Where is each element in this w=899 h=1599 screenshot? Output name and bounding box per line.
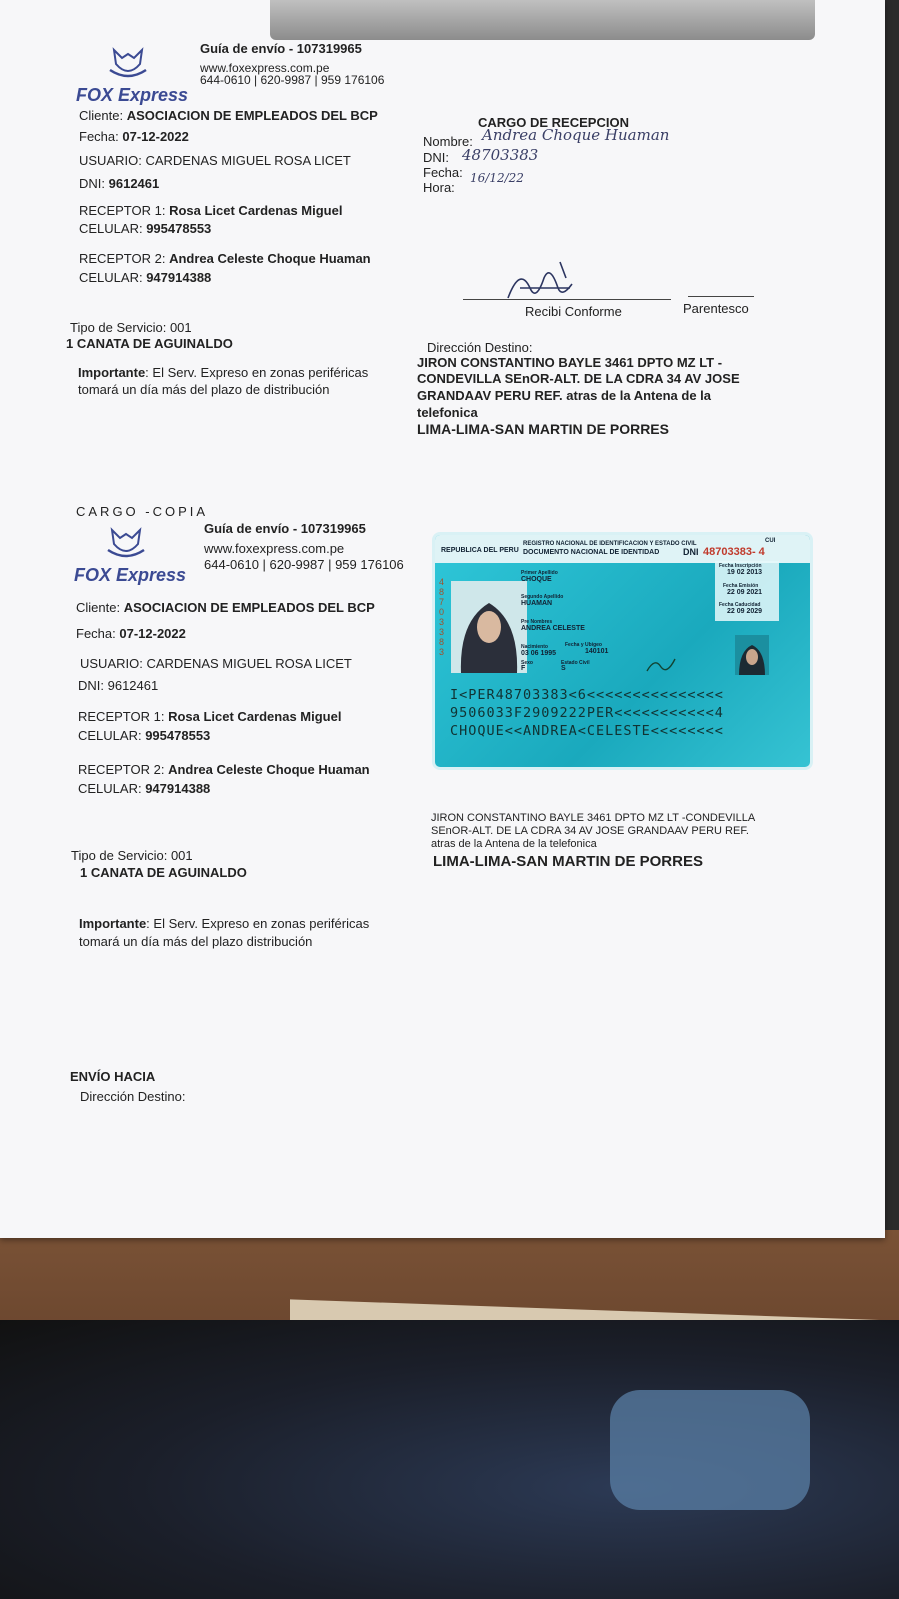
copy-important-label: Importante <box>79 916 147 931</box>
brand-name-copy: FOX Express <box>74 565 187 585</box>
copy-dest-line1: JIRON CONSTANTINO BAYLE 3461 DPTO MZ LT -CONDEVILLA <box>431 812 756 824</box>
copy-client-label: Cliente: <box>76 600 121 615</box>
important-label: Importante <box>78 365 146 380</box>
celular2-label: CELULAR: <box>79 270 143 285</box>
id-ghost-photo <box>735 635 769 675</box>
background-jeans <box>610 1390 810 1510</box>
date-value: 07-12-2022 <box>122 129 189 144</box>
celular1-label: CELULAR: <box>79 221 143 236</box>
id-civil-label: Estado Civil <box>561 660 590 666</box>
dni-label: DNI: <box>79 176 105 191</box>
id-cui: CUI <box>765 538 776 544</box>
copy-celular2-row <box>78 781 210 797</box>
dni-row <box>79 176 159 192</box>
parentesco-line <box>688 296 754 297</box>
usuario-text: USUARIO: CARDENAS MIGUEL ROSA LICET <box>79 153 351 168</box>
dest-label: Dirección Destino: <box>427 340 533 355</box>
id-birth-label: Nacimiento <box>521 644 548 650</box>
celular2-value: 947914388 <box>146 270 212 285</box>
important-l1 <box>78 365 368 381</box>
receptor2-value: Andrea Celeste Choque Huaman <box>169 251 371 266</box>
id-birth: 03 06 1995 <box>521 650 557 657</box>
dest-line3: GRANDAAV PERU REF. atras de la Antena de la <box>417 388 712 403</box>
copy-receptor2-value: Andrea Celeste Choque Huaman <box>168 762 370 777</box>
id-first-surname-label: Primer Apellido <box>521 570 558 576</box>
person-icon <box>735 635 769 675</box>
copy-important-text: : El Serv. Expreso en zonas periféricas <box>146 916 370 931</box>
district: LIMA-LIMA-SAN MARTIN DE PORRES <box>417 421 669 437</box>
copy-celular1-value: 995478553 <box>145 728 211 743</box>
phones: 644-0610 | 620-9987 | 959 176106 <box>200 73 385 87</box>
receipt-title: CARGO DE RECEPCION <box>478 115 629 130</box>
copy-dest-line2: SEnOR-ALT. DE LA CDRA 34 AV JOSE GRANDAAV PERU REF. <box>431 825 749 837</box>
client-label: Cliente: <box>79 108 124 123</box>
receptor1-label: RECEPTOR 1: <box>79 203 166 218</box>
id-emis-label: Fecha Emisión <box>723 583 759 589</box>
id-cad-label: Fecha Caducidad <box>719 602 761 608</box>
id-dni-label: DNI <box>683 547 699 557</box>
date-row <box>79 129 189 145</box>
item: 1 CANATA DE AGUINALDO <box>66 336 233 351</box>
copy-important-l1 <box>79 916 369 932</box>
id-mrz-line3: CHOQUE<<ANDREA<CELESTE<<<<<<<< <box>450 723 724 739</box>
dest-line4: telefonica <box>417 405 478 420</box>
id-insc-label: Fecha Inscripción <box>719 563 762 569</box>
fecha2-handwritten: 16/12/22 <box>470 171 524 185</box>
copy-guide-number: Guía de envío - 107319965 <box>204 521 366 536</box>
copy-receptor2-row <box>78 762 370 778</box>
fox-express-logo <box>76 46 188 106</box>
copy-item: 1 CANATA DE AGUINALDO <box>80 865 247 880</box>
ship-to-dest-label: Dirección Destino: <box>80 1089 186 1104</box>
id-second-surname-label: Segundo Apellido <box>521 594 564 600</box>
dni-value: 9612461 <box>108 176 160 191</box>
id-doc: DOCUMENTO NACIONAL DE IDENTIDAD <box>523 549 660 556</box>
copy-heading: CARGO -COPIA <box>76 504 209 519</box>
id-second-surname: HUAMAN <box>521 600 553 607</box>
copy-dest-line3: atras de la Antena de la telefonica <box>431 838 597 850</box>
fox-express-logo-copy <box>74 526 186 586</box>
id-insc: 19 02 2013 <box>727 569 763 576</box>
hora-label: Hora: <box>423 180 455 195</box>
id-names-label: Pre Nombres <box>521 619 553 625</box>
id-sex: F <box>521 665 526 672</box>
dest-line1: JIRON CONSTANTINO BAYLE 3461 DPTO MZ LT - <box>417 355 723 370</box>
celular1-row <box>79 221 211 237</box>
signature-line <box>463 299 671 300</box>
id-signature-image <box>645 653 679 675</box>
id-photo <box>451 581 527 673</box>
service-type: Tipo de Servicio: 001 <box>70 320 192 335</box>
copy-receptor1-row <box>78 709 341 725</box>
receptor2-row <box>79 251 371 267</box>
id-names: ANDREA CELESTE <box>521 625 585 632</box>
client-row <box>79 108 378 124</box>
id-mrz-line2: 9506033F2909222PER<<<<<<<<<<<4 <box>450 705 724 721</box>
dni2-handwritten: 48703383 <box>462 146 539 164</box>
dni2-label: DNI: <box>423 150 449 165</box>
id-dni-number: 48703383- 4 <box>703 546 765 558</box>
id-emis: 22 09 2021 <box>727 589 763 596</box>
ship-to: ENVÍO HACIA <box>70 1069 156 1084</box>
parentesco-label: Parentesco <box>683 301 749 316</box>
copy-date-row <box>76 626 186 642</box>
id-cad: 22 09 2029 <box>727 608 763 615</box>
copy-receptor2-label: RECEPTOR 2: <box>78 762 165 777</box>
clipboard-clip <box>270 0 815 40</box>
receptor2-label: RECEPTOR 2: <box>79 251 166 266</box>
fecha2-label: Fecha: <box>423 165 463 180</box>
copy-phones: 644-0610 | 620-9987 | 959 176106 <box>204 557 404 572</box>
id-card-image <box>432 532 813 770</box>
copy-celular2-value: 947914388 <box>145 781 211 796</box>
important-text: : El Serv. Expreso en zonas periféricas <box>145 365 369 380</box>
id-ubigeo-label: Fecha y Ubigeo <box>565 642 602 648</box>
copy-client-row <box>76 600 375 616</box>
fox-icon <box>106 526 146 560</box>
id-sex-label: Sexo <box>521 660 533 666</box>
copy-celular1-row <box>78 728 210 744</box>
id-ubigeo: 140101 <box>585 648 609 655</box>
nombre-handwritten: Andrea Choque Huaman <box>482 126 670 144</box>
copy-client-value: ASOCIACION DE EMPLEADOS DEL BCP <box>123 600 375 615</box>
copy-celular2-label: CELULAR: <box>78 781 142 796</box>
copy-service-type: Tipo de Servicio: 001 <box>71 848 193 863</box>
copy-date-value: 07-12-2022 <box>119 626 186 641</box>
copy-important-l2: tomará un día más del plazo distribución <box>79 934 313 949</box>
copy-celular1-label: CELULAR: <box>78 728 142 743</box>
id-registry: REGISTRO NACIONAL DE IDENTIFICACION Y ESTADO CIVIL <box>523 541 697 547</box>
dest-line2: CONDEVILLA SEnOR-ALT. DE LA CDRA 34 AV JOSE <box>417 371 740 386</box>
receptor1-value: Rosa Licet Cardenas Miguel <box>169 203 343 218</box>
brand-name: FOX Express <box>76 85 189 105</box>
celular1-value: 995478553 <box>146 221 212 236</box>
nombre-label: Nombre: <box>423 134 473 149</box>
copy-dni: DNI: 9612461 <box>78 678 159 693</box>
person-photo-icon <box>451 581 527 673</box>
guide-number: Guía de envío - 107319965 <box>200 41 362 56</box>
id-mrz-line1: I<PER48703383<6<<<<<<<<<<<<<<< <box>450 687 724 703</box>
copy-district: LIMA-LIMA-SAN MARTIN DE PORRES <box>433 853 703 870</box>
date-label: Fecha: <box>79 129 119 144</box>
receptor1-row <box>79 203 342 219</box>
copy-receptor1-value: Rosa Licet Cardenas Miguel <box>168 709 342 724</box>
recibi-conforme: Recibi Conforme <box>525 304 622 319</box>
id-civil: S <box>561 665 566 672</box>
usuario <box>79 153 351 169</box>
client-value: ASOCIACION DE EMPLEADOS DEL BCP <box>126 108 378 123</box>
copy-date-label: Fecha: <box>76 626 116 641</box>
copy-usuario: USUARIO: CARDENAS MIGUEL ROSA LICET <box>80 656 352 671</box>
fox-icon <box>108 46 148 80</box>
copy-receptor1-label: RECEPTOR 1: <box>78 709 165 724</box>
id-first-surname: CHOQUE <box>521 576 552 583</box>
important-l2: tomará un día más del plazo de distribución <box>78 382 330 397</box>
website: www.foxexpress.com.pe <box>200 61 330 75</box>
copy-website: www.foxexpress.com.pe <box>204 541 345 556</box>
celular2-row <box>79 270 211 286</box>
id-country: REPUBLICA DEL PERU <box>441 547 519 554</box>
id-vertical-dni: 48703383 <box>439 577 445 657</box>
